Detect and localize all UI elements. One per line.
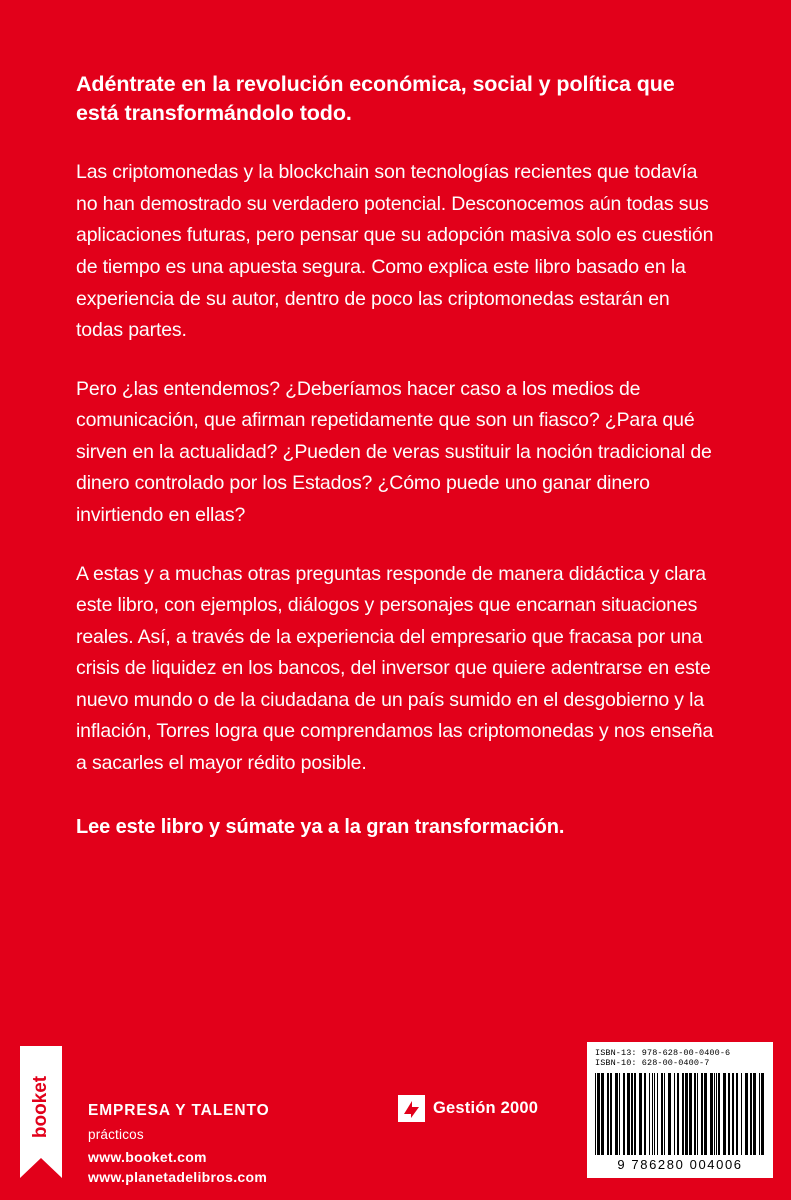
arrow-up-icon (398, 1095, 425, 1122)
barcode-block (587, 1042, 773, 1178)
isbn-10-label: ISBN-10: 628-00-0400-7 (595, 1057, 710, 1068)
blurb-paragraph-1: Las criptomonedas y la blockchain son tecnologías recientes que todavía no han demostrado su verdadero potencial. Desconocemos aún todas sus aplicaciones futuras, pero pensar que su adopción masiva solo es cuestión de tiempo es una apuesta segura. Como explica este libro basado en la experiencia de su autor, dentro de poco las criptomonedas estarán en todas partes. (76, 161, 714, 342)
url-booket: www.booket.com (88, 1149, 207, 1166)
blurb-content (76, 70, 716, 841)
cover-footer (0, 1000, 791, 1200)
blurb-paragraph-3: A estas y a muchas otras preguntas responde de manera didáctica y clara este libro, con ejemplos, diálogos y personajes que encarnan situaciones reales. Así, a través de la experiencia del empresario que fracasa por una crisis de liquidez en los bancos, del inversor que quiere adentrarse en este nuevo mundo o de la ciudadana de un país sumido en el desgobierno y la inflación, Torres logra que comprendamos las criptomonedas y nos enseña a sacarles el mayor rédito posible. (76, 562, 714, 775)
collection-subtitle: prácticos (88, 1127, 144, 1142)
closing-line: Lee este libro y súmate ya a la gran transformación. (76, 815, 565, 838)
collection-block (88, 1102, 418, 1142)
url-planetadelibros: www.planetadelibros.com (88, 1169, 268, 1186)
website-urls (88, 1148, 267, 1188)
publisher-name: Gestión 2000 (433, 1099, 539, 1117)
booket-logo-label: booket (30, 1075, 51, 1139)
isbn-13-label: ISBN-13: 978-628-00-0400-6 (595, 1048, 731, 1058)
publisher-logo (398, 1095, 538, 1122)
headline: Adéntrate en la revolución económica, social y política que está transformándolo todo. (76, 72, 675, 125)
booket-logo (20, 1046, 62, 1178)
barcode-bars (595, 1073, 765, 1155)
barcode-digits: 9 786280 004006 (617, 1157, 743, 1173)
blurb-paragraph-2: Pero ¿las entendemos? ¿Deberíamos hacer caso a los medios de comunicación, que afirman repetidamente que son un fiasco? ¿Para qué sirven en la actualidad? ¿Pueden de veras sustituir la noción tradicional de dinero controlado por los Estados? ¿Cómo puede uno ganar dinero invirtiendo en ellas? (76, 377, 712, 526)
collection-title: EMPRESA Y TALENTO (88, 1102, 270, 1119)
